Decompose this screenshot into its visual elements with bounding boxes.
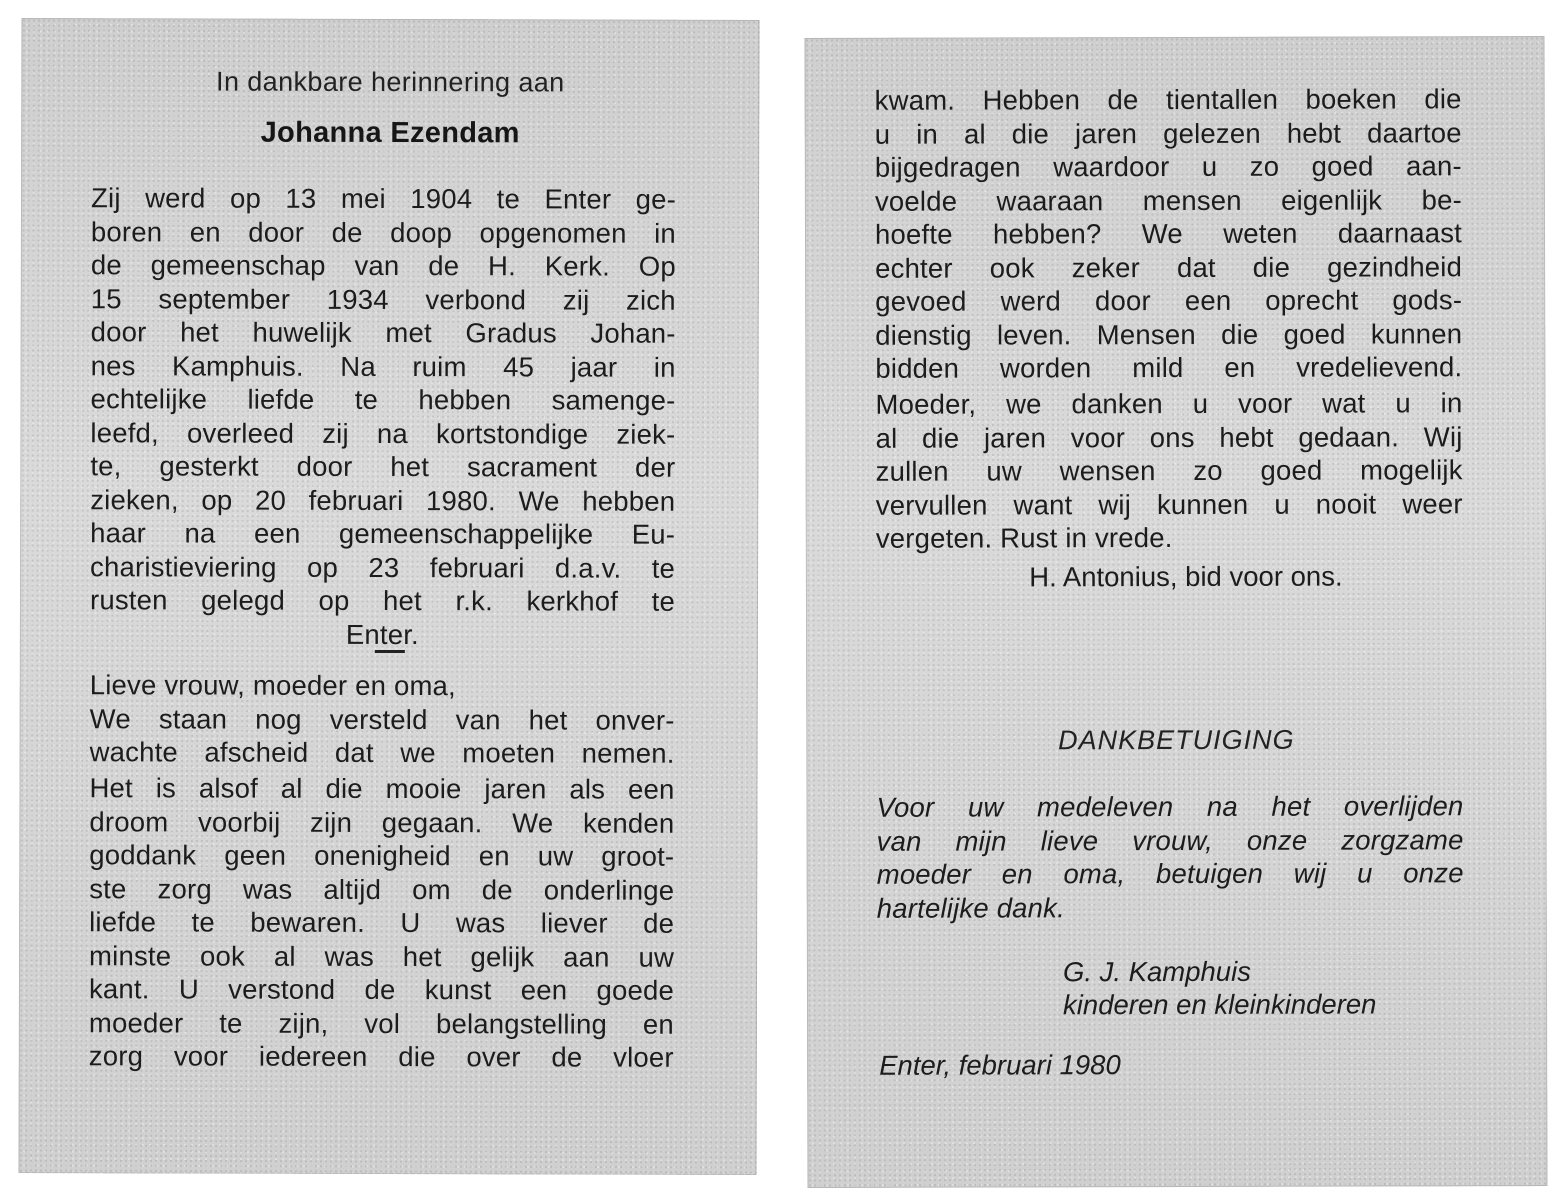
continuation-line: hoefte hebben? We weten daarnaast xyxy=(874,217,1463,250)
continuation-line: dienstig leven. Mensen die goed kunnen xyxy=(875,317,1463,351)
biography-line: rusten gelegd op het r.k. kerkhof te xyxy=(89,584,676,617)
continuation-line: kwam. Hebben de tientallen boeken die xyxy=(874,83,1462,116)
intro-text: In dankbare herinnering aan xyxy=(216,66,565,98)
prayer-line: H. Antonius, bid voor ons. xyxy=(1029,560,1343,593)
thanks-heading: DANKBETUIGING xyxy=(1058,724,1295,756)
continuation-line: bijgedragen waardoor u zo goed aan- xyxy=(874,150,1462,183)
memory-line: liefde te bewaren. U was liever de xyxy=(89,906,675,939)
biography-line: zieken, op 20 februari 1980. We hebben xyxy=(90,483,676,517)
biography-line: Zij werd op 13 mei 1904 te Enter ge- xyxy=(91,182,677,215)
thanks-line: moeder en oma, betuigen wij u onze xyxy=(876,857,1464,890)
biography-line: 15 september 1934 verbond zij zich xyxy=(90,282,676,316)
biography-line-last: Enter. xyxy=(345,618,419,650)
signature xyxy=(1063,954,1377,1021)
address-line: wachte afscheid dat we moeten nemen. xyxy=(89,736,675,769)
address xyxy=(90,668,675,770)
signature-name: G. J. Kamphuis xyxy=(1062,955,1251,988)
biography xyxy=(90,181,676,652)
signature-family: kinderen en kleinkinderen xyxy=(1062,988,1377,1021)
deceased-name: Johanna Ezendam xyxy=(260,116,520,150)
memorial-card-back xyxy=(804,36,1547,1188)
memory-line: zorg voor iedereen die over de vloer xyxy=(88,1040,674,1073)
farewell-line: zullen uw wensen zo goed mogelijk xyxy=(875,454,1463,487)
continuation-line: gevoed werd door een oprecht gods- xyxy=(875,284,1463,317)
continuation-line: voelde waaraan mensen eigenlijk be- xyxy=(874,183,1462,217)
continuation-line: u in al die jaren gelezen hebt daartoe xyxy=(874,116,1462,150)
biography-line: echtelijke liefde te hebben samenge- xyxy=(90,383,676,416)
biography-line: haar na een gemeenschappelijke Eu- xyxy=(90,517,676,550)
farewell xyxy=(875,386,1462,555)
memory-line: minste ook al was het gelijk aan uw xyxy=(89,939,675,973)
memory-line: goddank geen onenigheid en uw groot- xyxy=(89,839,675,872)
biography-line: charistieviering op 23 februari d.a.v. te xyxy=(90,550,676,584)
memory-line: kant. U verstond de kunst een goede xyxy=(88,973,675,1006)
memorial-card-front xyxy=(18,18,759,1175)
memories xyxy=(89,771,675,1074)
farewell-line: vervullen want wij kunnen u nooit weer xyxy=(875,487,1463,521)
farewell-line: Moeder, we danken u voor wat u in xyxy=(875,387,1463,420)
farewell-line: vergeten. Rust in vrede. xyxy=(875,522,1173,554)
continuation-line: echter ook zeker dat die gezindheid xyxy=(875,250,1463,284)
place-date: Enter, februari 1980 xyxy=(879,1049,1121,1081)
memory-line: Het is alsof al die mooie jaren als een xyxy=(89,772,675,805)
section-divider xyxy=(375,650,405,653)
continuation-line: bidden worden mild en vredelievend. xyxy=(875,351,1463,384)
address-line: Lieve vrouw, moeder en oma, xyxy=(89,669,456,702)
memory-line: droom voorbij zijn gegaan. We kenden xyxy=(89,805,675,839)
continuation xyxy=(875,82,1463,385)
farewell-line: al die jaren voor ons hebt gedaan. Wij xyxy=(875,420,1463,454)
memory-line: ste zorg was altijd om de onderlinge xyxy=(89,872,675,906)
memory-line: moeder te zijn, vol belangstelling en xyxy=(88,1006,674,1040)
biography-line: te, gesterkt door het sacrament der xyxy=(90,450,676,483)
biography-line: nes Kamphuis. Na ruim 45 jaar in xyxy=(90,349,676,383)
thanks-line: hartelijke dank. xyxy=(876,891,1065,924)
biography-line: boren en door de doop opgenomen in xyxy=(90,215,676,249)
thanks-line: van mijn lieve vrouw, onze zorgzame xyxy=(876,823,1464,857)
thanks-line: Voor uw medeleven na het overlijden xyxy=(876,790,1464,823)
biography-line: leefd, overleed zij na kortstondige ziek- xyxy=(90,416,676,450)
thanks-message xyxy=(876,789,1463,925)
biography-line: de gemeenschap van de H. Kerk. Op xyxy=(90,249,676,282)
address-line: We staan nog versteld van het onver- xyxy=(89,702,675,736)
biography-line: door het huwelijk met Gradus Johan- xyxy=(90,316,676,349)
